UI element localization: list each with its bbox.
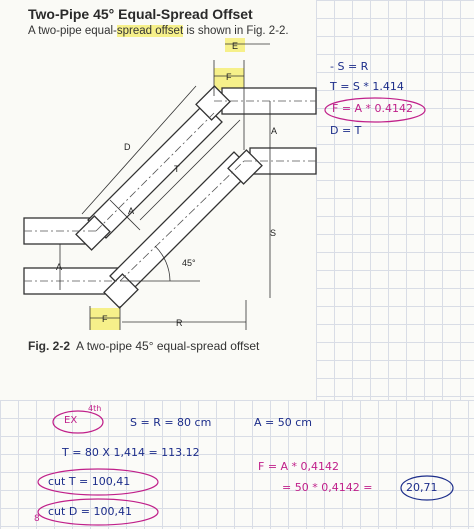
note-s-equals-r: - S = R <box>330 60 369 73</box>
label-e: E <box>232 41 239 51</box>
caption-text: A two-pipe 45° equal-spread offset <box>76 339 260 353</box>
ex-f-calc: = 50 * 0,4142 = <box>282 481 373 494</box>
ex-label: EX <box>64 415 78 426</box>
figure-caption <box>28 339 259 353</box>
label-a-inner: A <box>128 206 135 216</box>
label-angle: 45° <box>182 258 196 268</box>
subtitle-text-2: is shown in Fig. 2-2. <box>183 25 289 37</box>
ex-s-r-value: S = R = 80 cm <box>130 416 212 429</box>
label-r: R <box>176 318 183 328</box>
ex-number: 4th <box>88 404 102 413</box>
note-d-equals-t: D = T <box>330 124 362 137</box>
ex-circle <box>53 411 103 433</box>
ex-f-result: 20,71 <box>406 481 438 494</box>
label-d: D <box>124 142 131 152</box>
label-s: S <box>270 228 277 238</box>
label-a-left: A <box>56 262 63 272</box>
pipe-lower-diagonal <box>110 152 252 294</box>
caption-number: Fig. 2-2 <box>28 339 71 353</box>
page-title: Two-Pipe 45° Equal-Spread Offset <box>28 6 253 22</box>
ex-cut-t: cut T = 100,41 <box>48 475 131 488</box>
page-mark: 8 <box>34 514 40 524</box>
label-a-right: A <box>271 126 278 136</box>
ex-t-calc: T = 80 X 1,414 = 113.12 <box>62 446 200 459</box>
subtitle-text-1: A two-pipe equal- <box>28 25 117 37</box>
label-f-bottom: F <box>102 314 108 324</box>
ex-a-value: A = 50 cm <box>254 416 312 429</box>
note-f-formula: F = A * 0.4142 <box>332 102 414 115</box>
label-f-top: F <box>226 72 232 82</box>
note-t-formula: T = S * 1.414 <box>330 80 404 93</box>
ex-f-formula: F = A * 0,4142 <box>258 460 340 473</box>
subtitle-highlight: spread offset <box>116 25 184 37</box>
label-t: T <box>174 164 180 174</box>
ex-cut-d: cut D = 100,41 <box>48 505 132 518</box>
